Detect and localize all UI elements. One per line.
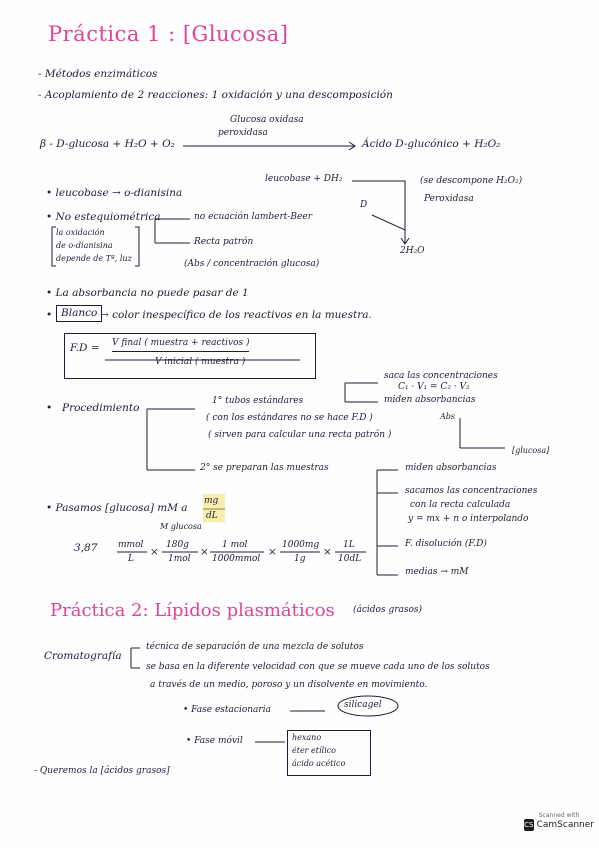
calc-f1-den: L [128, 554, 134, 564]
se-descompone: (se descompone H₂O₂) [420, 176, 523, 186]
bracket-line-3: depende de Tª, luz [56, 254, 132, 263]
procedimiento-label: Procedimiento [62, 402, 140, 414]
bracket-line-2: de o-dianisina [56, 241, 113, 250]
blanco-box: Blanco [56, 305, 102, 322]
h2o-product: 2H₂O [400, 246, 425, 256]
calc-times-3: × [268, 546, 277, 558]
enzyme-peroxidasa: peroxidasa [218, 128, 268, 138]
camscanner-watermark [524, 812, 594, 831]
reaction-d: D [360, 200, 368, 210]
calc-f2-den: 1mol [168, 554, 191, 564]
fd-label: F.D = [70, 342, 100, 354]
queremos-line: - Queremos la [ácidos grasos] [34, 766, 170, 776]
crom-def-2: se basa en la diferente velocidad con que se mueve cada uno de los solutos [146, 662, 490, 672]
fd-denominator: V inicial ( muestra ) [155, 357, 246, 367]
bracket-line-1: la oxidación [56, 228, 105, 237]
leucobase-dh2: leucobase + DH₂ [265, 174, 343, 184]
scanner-brand: CamScanner [536, 820, 594, 830]
glucosa-axis-label: [glucosa] [512, 446, 550, 455]
sacamos-3: y = mx + n o interpolando [408, 514, 529, 524]
proc-step-1b: ( con los estándares no se hace F.D ) [206, 413, 373, 423]
absorbancia-bullet: • La absorbancia no puede pasar de 1 [46, 287, 249, 299]
cromatografia: Cromatografía [44, 650, 122, 662]
leucobase-bullet: • leucobase → o-dianisina [46, 187, 183, 199]
sacamos-2: con la recta calculada [410, 500, 511, 510]
crom-def-1: técnica de separación de una mezcla de solutos [146, 642, 364, 652]
no-ecuacion: no ecuación lambert-Beer [194, 212, 312, 222]
calc-f2-num: 180g [166, 540, 189, 550]
practice-1-title: Práctica 1 : [Glucosa] [48, 22, 289, 46]
sacamos-1: sacamos las concentraciones [405, 486, 538, 496]
crom-def-3: a través de un medio, poroso y un disolvente en movimiento. [150, 680, 428, 690]
movil-acetico: ácido acético [292, 759, 346, 768]
saca-concentraciones: saca las concentraciones [384, 371, 498, 381]
f-disolucion: F. disolución (F.D) [405, 539, 487, 549]
reaction-right: Ácido D-glucónico + H₂O₂ [362, 138, 501, 150]
movil-hexano: hexano [292, 733, 322, 742]
practice-2-title: Práctica 2: Lípidos plasmáticos [50, 600, 335, 621]
no-estequiometrica: • No estequiométrica [46, 211, 161, 223]
silicagel: silicagel [344, 700, 382, 710]
calc-f3-den: 1000mmol [212, 554, 261, 564]
c1v1-formula: C₁ · V₁ = C₂ · V₂ [398, 382, 470, 392]
proc-step-1: 1° tubos estándares [212, 396, 304, 406]
calc-times-2: × [200, 546, 209, 558]
proc-step-1c: ( sirven para calcular una recta patrón ) [208, 430, 392, 440]
fase-estacionaria: • Fase estacionaria [183, 705, 271, 715]
fd-numerator: V final ( muestra + reactivos ) [112, 338, 249, 352]
calc-f4-num: 1000mg [282, 540, 320, 550]
blanco-bullet-dot: • [46, 309, 53, 321]
calc-times-1: × [150, 546, 159, 558]
calc-f4-den: 1g [294, 554, 306, 564]
m-glucosa-label: M glucosa [160, 522, 202, 531]
miden-abs-1: miden absorbancias [384, 395, 476, 405]
unit-mg: mg [204, 496, 219, 506]
unit-dl: dL [206, 511, 218, 521]
blanco-desc: → color inespecífico de los reactivos en la muestra. [100, 309, 372, 321]
proc-step-2: 2° se preparan las muestras [200, 463, 329, 473]
acoplamiento-line: - Acoplamiento de 2 reacciones: 1 oxidación y una descomposición [38, 89, 393, 101]
procedimiento-bullet: • [46, 402, 53, 414]
abs-concentracion: (Abs / concentración glucosa) [184, 259, 320, 269]
enzyme-glucosa-oxidasa: Glucosa oxidasa [230, 115, 304, 125]
peroxidasa-label: Peroxidasa [424, 194, 474, 204]
metodos-line: - Métodos enzimáticos [38, 68, 158, 80]
medias: medias → mM [405, 567, 469, 577]
calc-times-4: × [323, 546, 332, 558]
practice-2-subtitle: (ácidos grasos) [353, 605, 423, 615]
camscanner-logo-icon: CS [524, 821, 534, 829]
abs-axis-label: Abs [440, 412, 456, 421]
calc-f3-num: 1 mol [222, 540, 248, 550]
recta-patron: Recta patrón [194, 237, 254, 247]
calc-f5-den: 10dL [338, 554, 362, 564]
miden-abs-2: miden absorbancias [405, 463, 497, 473]
calc-f1-num: mmol [118, 540, 144, 550]
movil-eter: éter etílico [292, 746, 336, 755]
pasamos-line: • Pasamos [glucosa] mM a [46, 502, 188, 514]
fase-movil: • Fase móvil [186, 736, 243, 746]
calc-f5-num: 1L [343, 540, 355, 550]
reaction-left: β - D-glucosa + H₂O + O₂ [40, 138, 175, 150]
scanner-caption: Scanned with [538, 812, 580, 819]
calc-value: 3,87 [74, 542, 98, 554]
